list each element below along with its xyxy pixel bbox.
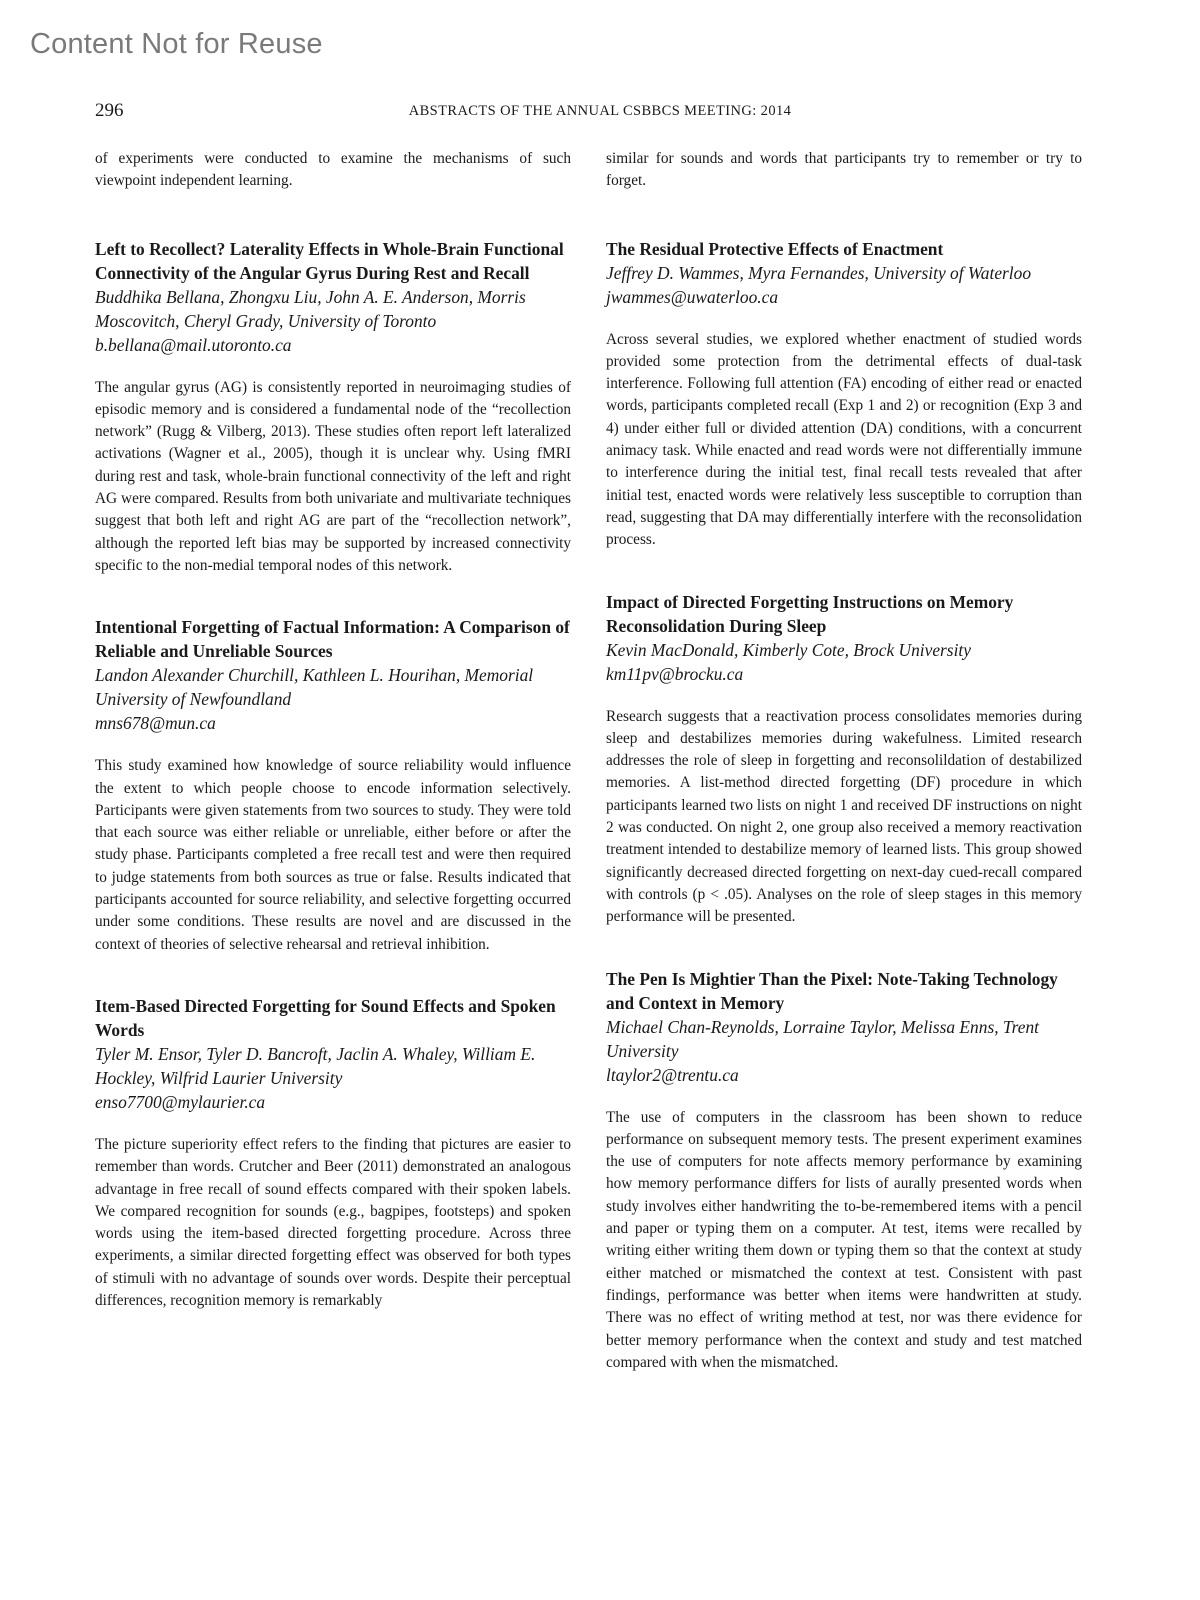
left-column — [95, 148, 571, 1312]
abstract-title: The Residual Protective Effects of Enactment — [606, 238, 944, 259]
abstract-authors: Jeffrey D. Wammes, Myra Fernandes, University of Waterloo — [606, 262, 1032, 283]
watermark: Content Not for Reuse — [30, 28, 323, 60]
journal-title: ABSTRACTS OF THE ANNUAL CSBBCS MEETING: 2014 — [408, 103, 792, 119]
abstract-title: Intentional Forgetting of Factual Information: A Comparison of Reliable and Unreliable Sources — [95, 617, 570, 662]
continuation-text: similar for sounds and words that participants try to remember or try to forget. — [606, 150, 1082, 190]
abstract-email: km11pv@brocku.ca — [606, 663, 744, 684]
continuation-text: of experiments were conducted to examine the mechanisms of such viewpoint independent learning. — [95, 150, 571, 190]
abstract-authors: Michael Chan-Reynolds, Lorraine Taylor, Melissa Enns, Trent University — [606, 1016, 1039, 1061]
abstract-email: mns678@mun.ca — [95, 713, 216, 734]
abstract — [606, 967, 1082, 1375]
abstract — [95, 237, 571, 578]
abstract-body: Across several studies, we explored whether enactment of studied words provided some protection from the detrimental effects of dual-task interference. Following full attention (FA) encoding of either read or enacted words, participants completed recall (Exp 1 and 2) or recognition (Exp 3 and 4) under either full or divided attention (DA) conditions, with a concurrent animacy task. While enacted and read words were not differentially immune to interference during the initial test, final recall tests revealed that after initial test, enacted words were relatively less susceptible to corruption than read, suggesting that DA may differentially interfere with the reconsolidation process. — [606, 330, 1082, 549]
abstract — [95, 994, 571, 1312]
running-head — [95, 100, 1105, 126]
abstract-authors: Tyler M. Ensor, Tyler D. Bancroft, Jaclin A. Whaley, William E. Hockley, Wilfrid Laurier University — [95, 1043, 536, 1088]
page-number: 296 — [95, 100, 124, 121]
abstract-authors: Kevin MacDonald, Kimberly Cote, Brock University — [606, 639, 971, 660]
abstract-title: Impact of Directed Forgetting Instructions on Memory Reconsolidation During Sleep — [606, 591, 1014, 636]
abstract-email: b.bellana@mail.utoronto.ca — [95, 334, 292, 355]
abstract-body: The use of computers in the classroom has been shown to reduce performance on subsequent memory tests. The present experiment examines the use of computers for note affects memory performance by examining how memory performance differs for lists of aurally presented words when study involves either handwriting the to-be-remembered items with a pencil and paper or typing them on a computer. At test, items were recalled by writing either writing them down or typing them so that the context at study either matched or mismatched the context at test. Consistent with past findings, performance was better when items were handwritten at study. There was no effect of writing method at test, nor was there evidence for better memory performance when the context and study and test matched compared with when the mismatched. — [606, 1108, 1082, 1371]
abstract-authors: Buddhika Bellana, Zhongxu Liu, John A. E. Anderson, Morris Moscovitch, Cheryl Grady, University of Toronto — [95, 286, 526, 331]
abstract-email: ltaylor2@trentu.ca — [606, 1064, 739, 1085]
abstract-body: Research suggests that a reactivation process consolidates memories during sleep and destabilizes memories during wakefulness. Limited research addresses the role of sleep in forgetting and reconsolildation of destabilized memories. A list-method directed forgetting (DF) procedure in which participants learned two lists on night 1 and received DF instructions on night 2 was conducted. On night 2, one group also received a memory reactivation treatment intended to destabilize memory of learned lists. This group showed significantly decreased directed forgetting on next-day cued-recall compared with controls (p < .05). Analyses on the role of sleep stages in this memory performance will be presented. — [606, 707, 1082, 926]
abstract-body: The picture superiority effect refers to the finding that pictures are easier to remember than words. Crutcher and Beer (2011) demonstrated an analogous advantage in free recall of sound effects compared with their spoken labels. We compared recognition for sounds (e.g., bagpipes, footsteps) and spoken words using the item-based directed forgetting procedure. Across three experiments, a similar directed forgetting effect was observed for both types of stimuli with no advantage of sounds over words. Despite their perceptual differences, recognition memory is remarkably — [95, 1135, 571, 1310]
abstract — [606, 237, 1082, 552]
abstract — [95, 615, 571, 956]
right-column — [606, 148, 1082, 1374]
abstract-email: enso7700@mylaurier.ca — [95, 1091, 266, 1112]
abstract-body: This study examined how knowledge of source reliability would influence the extent to which people choose to encode information selectively. Participants were given statements from two sources to study. They were told that each source was either reliable or unreliable, either before or after the study phase. Participants completed a free recall test and were then required to judge statements from both sources as true or false. Results indicated that participants accounted for source reliability, and selective forgetting occurred under some conditions. These results are novel and are discussed in the context of theories of selective rehearsal and retrieval inhibition. — [95, 757, 571, 953]
abstract-authors: Landon Alexander Churchill, Kathleen L. Hourihan, Memorial University of Newfoundland — [95, 665, 534, 710]
abstract-title: Left to Recollect? Laterality Effects in Whole-Brain Functional Connectivity of the Angular Gyrus During Rest and Recall — [95, 238, 564, 283]
abstract — [606, 590, 1082, 929]
abstract-title: The Pen Is Mightier Than the Pixel: Note-Taking Technology and Context in Memory — [606, 968, 1058, 1013]
abstract-body: The angular gyrus (AG) is consistently reported in neuroimaging studies of episodic memory and is considered a fundamental node of the “recollection network” (Rugg & Vilberg, 2013). These studies often report left lateralized activations (Wagner et al., 2005), though it is unclear why. Using fMRI during rest and task, whole-brain functional connectivity of the left and right AG were compared. Results from both univariate and multivariate techniques suggest that both left and right AG are part of the “recollection network”, although the reported left bias may be supported by increased connectivity specific to the non-medial temporal nodes of this network. — [95, 378, 571, 574]
abstract-title: Item-Based Directed Forgetting for Sound Effects and Spoken Words — [95, 995, 556, 1040]
abstract-email: jwammes@uwaterloo.ca — [606, 286, 779, 307]
